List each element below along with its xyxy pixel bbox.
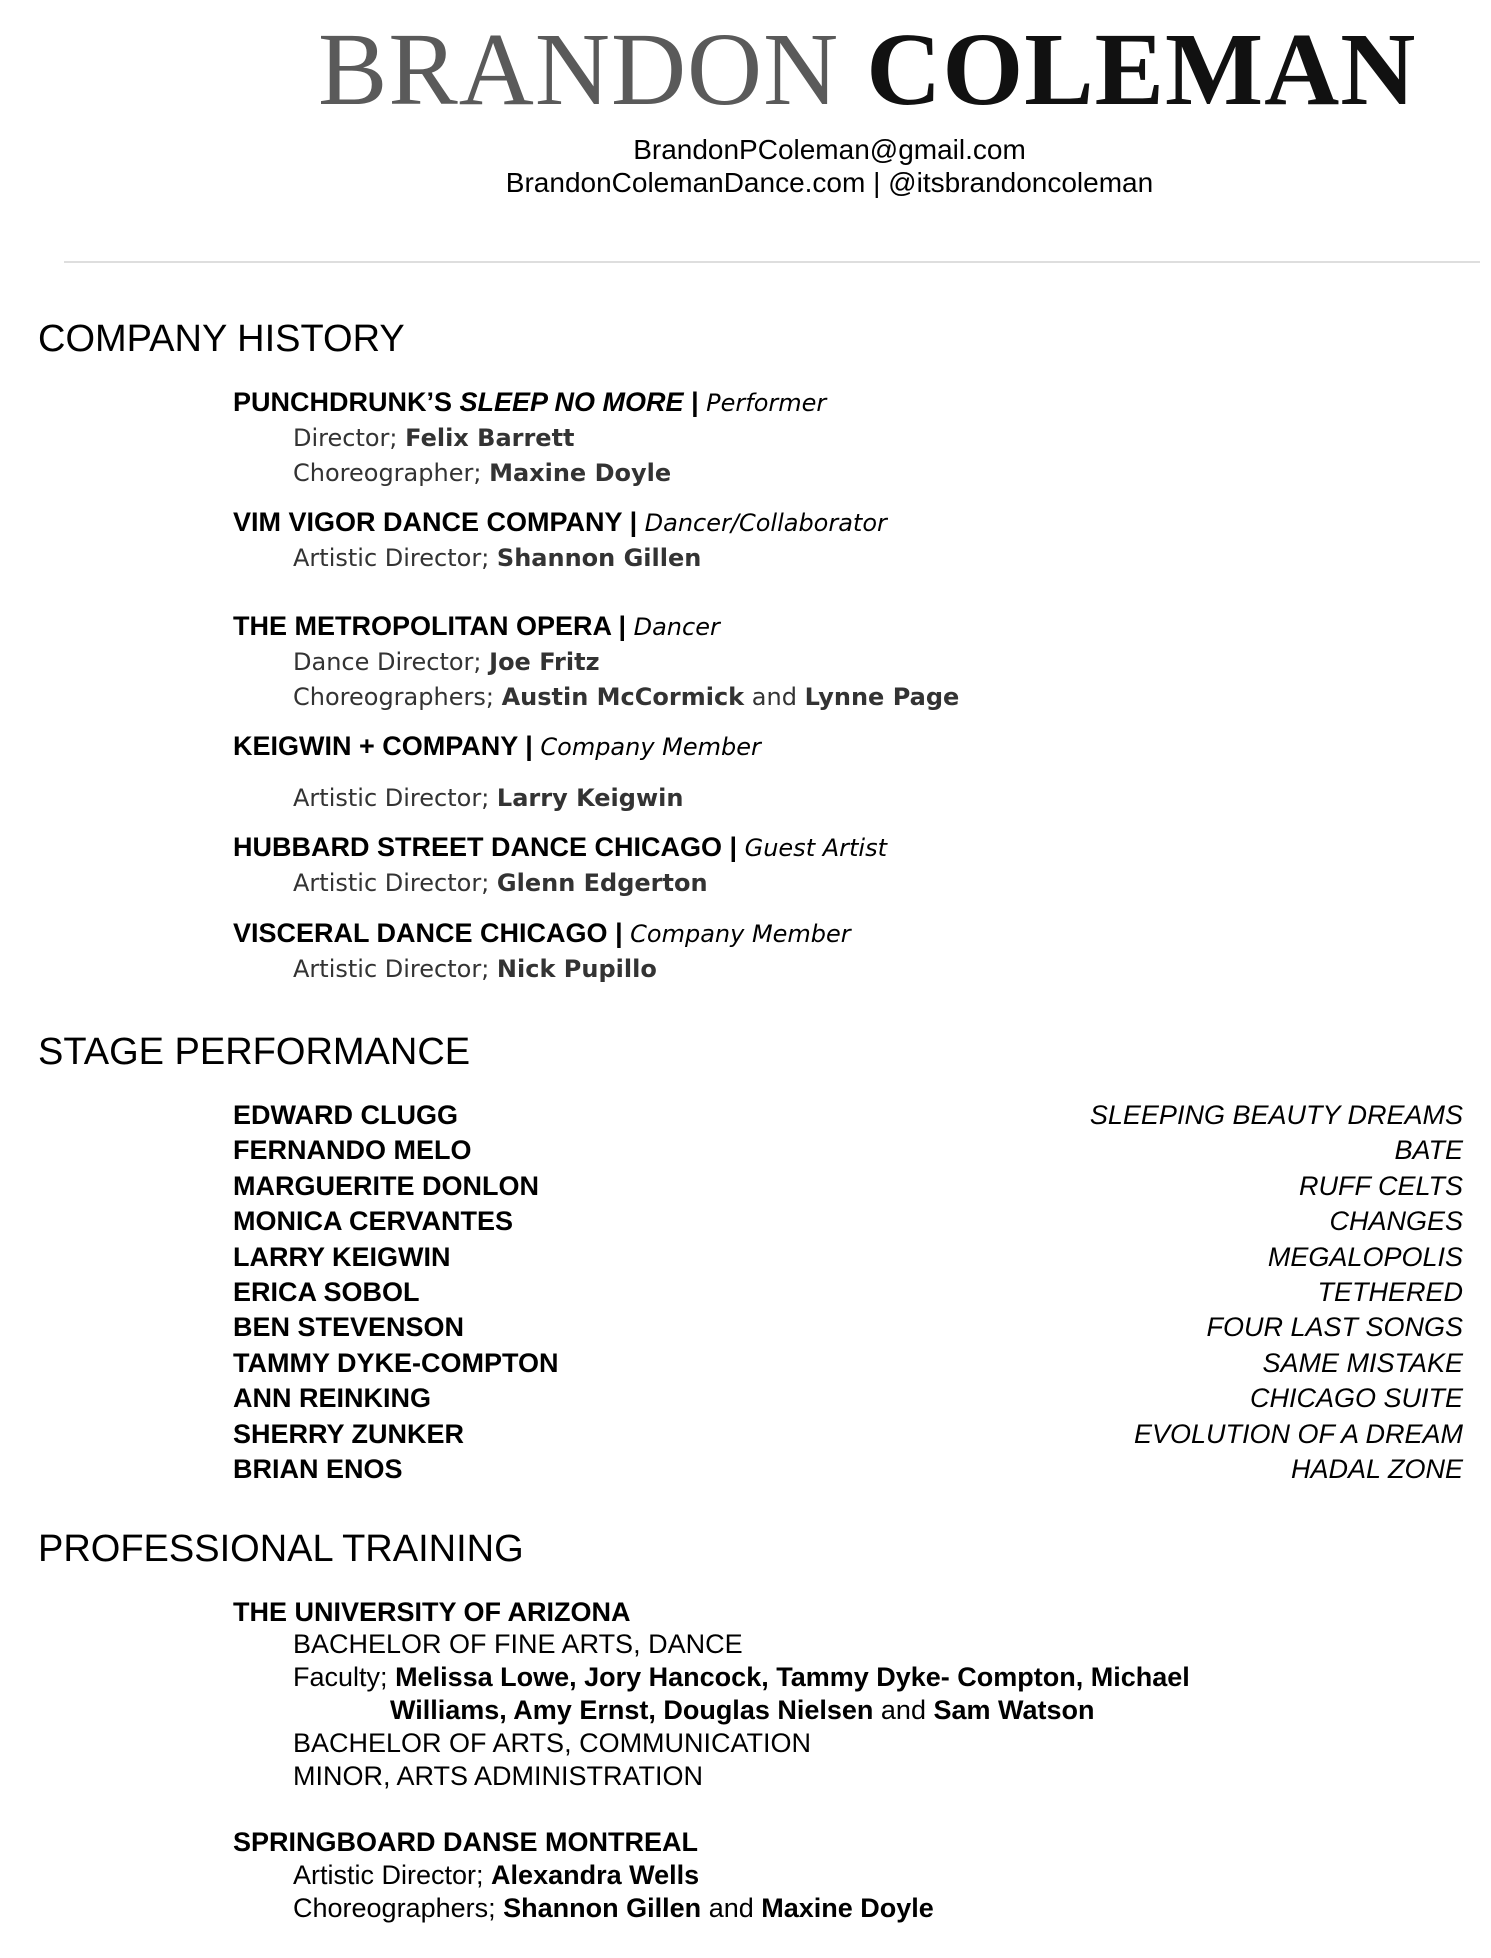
performance-choreographer: LARRY KEIGWIN	[233, 1242, 451, 1272]
performance-choreographer: ANN REINKING	[233, 1383, 432, 1413]
performance-work-title: CHANGES	[1329, 1206, 1463, 1236]
faculty-line-continued: Williams, Amy Ernst, Douglas Nielsen and Sam Watson	[390, 1695, 1095, 1725]
contact-web-line	[0, 167, 1491, 199]
performance-work-title: SLEEPING BEAUTY DREAMS	[1089, 1100, 1463, 1130]
section-title-stage-performance: STAGE PERFORMANCE	[38, 1031, 471, 1073]
training-school-springboard: SPRINGBOARD DANSE MONTREAL	[233, 1827, 699, 1857]
section-title-company-history: COMPANY HISTORY	[38, 318, 405, 360]
performance-choreographer: BRIAN ENOS	[233, 1454, 403, 1484]
performance-work-title: FOUR LAST SONGS	[1206, 1312, 1463, 1342]
website-link[interactable]: BrandonColemanDance.com	[505, 167, 866, 198]
performance-work-title: MEGALOPOLIS	[1267, 1242, 1463, 1272]
credit-line: Dance Director; Joe Fritz	[293, 648, 600, 676]
last-name: COLEMAN	[866, 12, 1417, 127]
performance-choreographer: BEN STEVENSON	[233, 1312, 465, 1342]
credit-line: Artistic Director; Alexandra Wells	[293, 1860, 700, 1890]
company-entry-punchdrunk: PUNCHDRUNK’S SLEEP NO MORE | Performer	[233, 387, 827, 417]
performance-work-title: CHICAGO SUITE	[1249, 1383, 1463, 1413]
performance-choreographer: FERNANDO MELO	[233, 1135, 472, 1165]
social-handle-link[interactable]: @itsbrandoncoleman	[888, 167, 1154, 198]
performance-choreographer: EDWARD CLUGG	[233, 1100, 458, 1130]
email-link[interactable]: BrandonPColeman@gmail.com	[633, 134, 1026, 165]
contact-separator: |	[873, 167, 881, 198]
performance-work-title: TETHERED	[1317, 1277, 1463, 1307]
role: Dancer	[633, 613, 720, 641]
performance-choreographer: ERICA SOBOL	[233, 1277, 420, 1307]
performance-choreographer: SHERRY ZUNKER	[233, 1419, 465, 1449]
company-entry-met-opera: THE METROPOLITAN OPERA | Dancer	[233, 611, 720, 641]
resume-name	[318, 12, 1417, 127]
role: Performer	[706, 389, 827, 417]
performance-choreographer: MARGUERITE DONLON	[233, 1171, 539, 1201]
contact-email-line	[0, 134, 1491, 166]
show-title: SLEEP NO MORE	[459, 387, 684, 417]
credit-line: Choreographers; Austin McCormick and Lynne Page	[293, 683, 960, 711]
section-title-professional-training: PROFESSIONAL TRAINING	[38, 1528, 524, 1570]
credit-line: Director; Felix Barrett	[293, 424, 575, 452]
credit-line: Artistic Director; Shannon Gillen	[293, 544, 702, 572]
degree-line: BACHELOR OF FINE ARTS, DANCE	[293, 1629, 743, 1659]
performance-choreographer: TAMMY DYKE-COMPTON	[233, 1348, 559, 1378]
credit-line: Choreographer; Maxine Doyle	[293, 459, 672, 487]
credit-line: Artistic Director; Nick Pupillo	[293, 955, 657, 983]
performance-work-title: RUFF CELTS	[1298, 1171, 1463, 1201]
performance-work-title: SAME MISTAKE	[1262, 1348, 1463, 1378]
company-entry-hubbard: HUBBARD STREET DANCE CHICAGO | Guest Artist	[233, 832, 888, 862]
degree-line: BACHELOR OF ARTS, COMMUNICATION	[293, 1728, 812, 1758]
credit-line: Choreographers; Shannon Gillen and Maxine Doyle	[293, 1893, 934, 1923]
performance-work-title: EVOLUTION OF A DREAM	[1133, 1419, 1463, 1449]
company-entry-vim-vigor: VIM VIGOR DANCE COMPANY | Dancer/Collaborator	[233, 507, 887, 537]
role: Company Member	[630, 920, 851, 948]
training-school-arizona: THE UNIVERSITY OF ARIZONA	[233, 1597, 631, 1627]
first-name: BRANDON	[318, 12, 840, 127]
faculty-line: Faculty; Melissa Lowe, Jory Hancock, Tammy Dyke- Compton, Michael	[293, 1662, 1190, 1692]
company-entry-keigwin: KEIGWIN + COMPANY | Company Member	[233, 731, 761, 761]
performance-work-title: HADAL ZONE	[1290, 1454, 1463, 1484]
role: Guest Artist	[744, 834, 888, 862]
minor-line: MINOR, ARTS ADMINISTRATION	[293, 1761, 704, 1791]
credit-line: Artistic Director; Glenn Edgerton	[293, 869, 708, 897]
performance-choreographer: MONICA CERVANTES	[233, 1206, 514, 1236]
company-entry-visceral: VISCERAL DANCE CHICAGO | Company Member	[233, 918, 851, 948]
performance-work-title: BATE	[1394, 1135, 1463, 1165]
header-divider	[64, 261, 1480, 263]
role: Company Member	[540, 733, 761, 761]
credit-line: Artistic Director; Larry Keigwin	[293, 784, 684, 812]
role: Dancer/Collaborator	[644, 509, 887, 537]
